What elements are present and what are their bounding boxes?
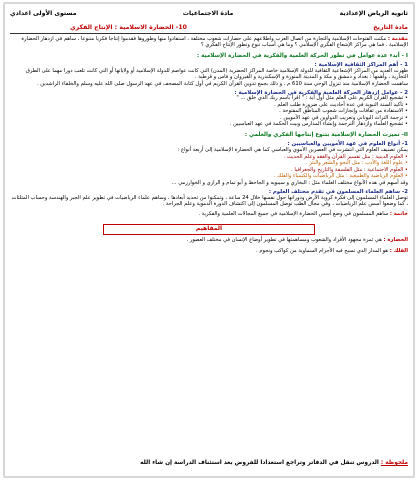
concepts-title: المفاهيم: [103, 224, 315, 235]
concept-definition: هو المدار الذي تسبح فيه الأجرام السماوية من كواكب ونجوم .: [256, 248, 389, 255]
concept-item: [10, 238, 408, 244]
list-item: • تأكيد السنة النبوية في عدة أحاديث على ضرورة طلب العلم .: [10, 103, 408, 109]
concept-term: الحضارة :: [383, 237, 408, 244]
conclusion-paragraph: [10, 212, 408, 218]
intro-text: مكنت الفتوحات الإسلامية والتجارة من اتصال العرب واطلاعهم على حضارات شعوب مختلفة ، استفادوا منها وطوروها فقدموا إنتاجا فكريا متنوعا ، ساهم في ازدهار الحضارة الإسلامية . فما هي مراكز الإشعاع الفكري الإسلامي ؟ وما هي أسباب تنوع وتطور الإنتاج الفكري ؟: [21, 36, 408, 49]
header-row: [10, 10, 408, 17]
list-item: • علوم اللغة والأدب : مثل النحو والشعر والنثر .: [10, 161, 408, 167]
intro-paragraph: [10, 37, 408, 49]
section-2-sub-1-paragraph: يمكن تصنيف العلوم التي انتشرت في العصرين الأموي والعباسي كما هي الحضارة الإسلامية إلى أربعة أنواع :: [177, 146, 408, 153]
list-item: • تشجيع العلماء وازدهار الترجمة وإنشاء المدارس وبيت الحكمة في عهد العباسيين .: [10, 122, 408, 128]
subject-name: مادة الاجتماعيات: [182, 10, 234, 17]
document-body: [10, 10, 408, 472]
document-page: [3, 2, 415, 478]
list-item: • تشجيع القرآن الكريم على العلم مثل أول آية : " اقرأ باسم ربك الذي خلق ... ": [10, 96, 408, 102]
footer-note: [10, 460, 408, 467]
section-2-title: II- تميزت الحضارة الإسلامية بتنوع إنتاجها الفكري والعلمي :: [244, 132, 408, 139]
section-2-sub-1-title: 1- أنواع العلوم في عهد الأمويين والعباسيين :: [287, 140, 408, 147]
course-label: مادة التاريخ: [373, 24, 408, 32]
section-1-sub-2-title: 2 - عوامل ازدهار الحركة العلمية والفكرية في الحضارة الإسلامية :: [234, 89, 408, 96]
title-divider: [10, 33, 408, 34]
section-2-sub-1-closing: وقد أسهم في هذه الأنواع مختلف العلماء مثل : البخاري و سيبويه و الجاحظ و أبو تمام و الرازي و الخوارزمي ...: [171, 180, 408, 187]
section-2-sub-2-title: 2- ساهم العلماء المسلمون في تقدم مختلف العلوم :: [268, 189, 408, 196]
section-1-sub-1-paragraph: ساهمت الحضارة الإسلامية منذ تنزول الوحي سنة 610 م ، و ذلك بجمع تدوين القرآن الكريم في أول كتابة المصحف في عهد الرسول صلى الله عليه وسلم والخلفاء الراشدين .: [36, 80, 408, 87]
footer-text: الدروس تنقل في الدفاتر وتراجع استعدادا للفروض بعد استئناف الدراسة إن شاء الله: [140, 460, 379, 467]
list-item: • ترجمة التراث اليوناني وتعريب الدواوين في عهد الأمويين .: [10, 116, 408, 122]
section-2-sub-2-paragraph: توصل العلماء المسلمون إلى فكرة كروية الأرض ودورانها حول نفسها خلال 24 ساعة ، وتمكنوا من تحديد أبعادها ، وساهم علماء الرياضيات في تطوير علم الجبر والهندسة وحساب المثلثات ، كما وضعوا أسس علم الرياضيات ، وفي مجال الطب توصل المسلمون إلى اكتشاف الدورة الدموية وعلم الجراحة .: [11, 195, 408, 208]
list-item: • العلوم الاجتماعية : مثل الفلسفة والتاريخ والجغرافيا .: [10, 168, 408, 174]
list-item: • العلوم الدينية : مثل تفسير القرآن والفقه وعلم الحديث .: [10, 155, 408, 161]
concept-item: [10, 249, 408, 255]
concept-term: الفلك :: [389, 248, 408, 255]
list-item: • العلوم الرياضية والطبيعية : مثل الرياضيات والكيمياء والفلك .: [10, 174, 408, 180]
school-name: ثانوية الرياض الإعدادية: [339, 10, 408, 17]
lesson-title: 10- الحضارة الاسلامية : الإنتاج الفكري: [70, 24, 187, 32]
conclusion-text: ساهم المسلمون في وضع أسس الحضارة الإسلامية في جميع المجالات العلمية والفكرية .: [198, 211, 389, 218]
list-item: • الاستفادة من ثقافات وإنجازات شعوب المناطق المفتوحة .: [10, 109, 408, 115]
section-1-sub-1-paragraph: ظهرت العديد من المراكز الإشعاعية الثقافية للدولة الإسلامية خاصة المراكز الحضرية (المدن) التي كانت عواصم للدولة الإسلامية أو ولاياتها أو التي كانت تلعب دورا مهما على الطرق التجارية ، وأهمها : بغداد و دمشق و مكة و المدينة المنورة و الإسكندرية و القيروان و فاس و قرطبة .: [25, 67, 408, 80]
level-name: مستوى الأولى اعدادي: [10, 10, 77, 17]
section-1-title: I - أبدء عدة عوامل في تطور الحركة العلمية والفكرية في الحضارة الإسلامية :: [196, 53, 408, 60]
intro-label: مقدمة :: [387, 36, 408, 43]
section-1-sub-1-title: 1 - أهم المراكز الثقافية الإسلامية :: [314, 61, 408, 68]
lesson-row: [10, 24, 408, 31]
footer-label: ملحوظة :: [380, 460, 408, 467]
conclusion-label: خاتمة :: [389, 211, 408, 218]
concept-definition: هي ثمرة مجهود الأفراد والشعوب ومساهمتها في تطوير أوضاع الإنسان في مختلف العصور .: [186, 237, 382, 244]
